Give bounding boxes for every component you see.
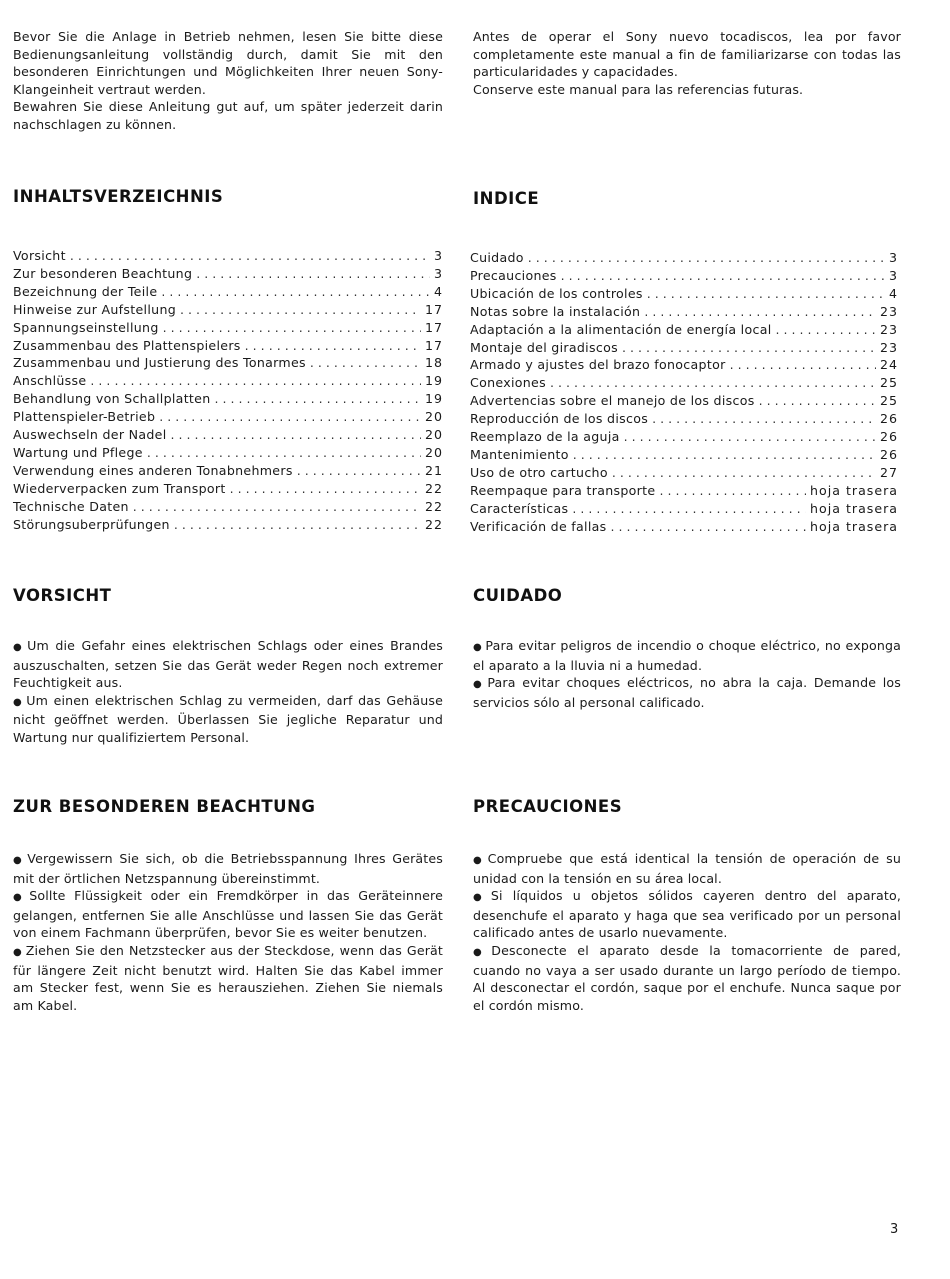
toc-entry-page: 20 (424, 409, 443, 425)
toc-entry (13, 444, 443, 462)
bullet-text: Sollte Flüssigkeit oder ein Fremdkörper in das Geräteinnere gelangen, entfernen Sie alle Anschlüsse und lassen Sie das Gerät von einem Fachmann überprüfen, bevor Sie es weiter benutzen. (13, 888, 443, 941)
bullet-icon: ● (473, 855, 485, 866)
toc-leader-dots (70, 247, 430, 265)
toc-entry (470, 267, 898, 285)
toc-entry (13, 247, 443, 265)
toc-entry-label: Reempaque para transporte (470, 482, 656, 498)
toc-entry (13, 372, 443, 390)
toc-entry (470, 356, 898, 374)
toc-entry (13, 480, 443, 498)
intro-spanish-paragraph: Antes de operar el Sony nuevo tocadiscos, lea por favor completamente este manual a fin de familiarizarse con todas las particularidades y capacidades. (473, 29, 901, 80)
toc-entry-label: Bezeichnung der Teile (13, 283, 158, 299)
precautions-spanish (473, 850, 901, 1014)
toc-entry-page: hoja trasera (810, 518, 898, 534)
bullet-text: Ziehen Sie den Netzstecker aus der Steckdose, wenn das Gerät für längere Zeit nicht benutzt wird. Halten Sie das Kabel immer am Stecker fest, wenn Sie es herausziehen. Ziehen Sie niemals am Kabel. (13, 942, 443, 1013)
toc-entry-label: Störungsuberprüfungen (13, 516, 170, 532)
toc-leader-dots (561, 267, 885, 285)
toc-leader-dots (652, 410, 876, 428)
toc-leader-dots (624, 428, 876, 446)
toc-leader-dots (612, 464, 876, 482)
toc-entry-page: 26 (879, 411, 898, 427)
toc-leader-dots (90, 372, 421, 390)
toc-leader-dots (611, 518, 807, 536)
toc-entry-label: Wartung und Pflege (13, 444, 143, 460)
toc-entry (13, 265, 443, 283)
bullet-item (13, 942, 443, 1014)
toc-leader-dots (550, 374, 876, 392)
toc-entry-label: Vorsicht (13, 248, 66, 263)
toc-entry-label: Verificación de fallas (470, 518, 607, 534)
toc-entry-page: 17 (424, 337, 443, 353)
bullet-text: Para evitar choques eléctricos, no abra la caja. Demande los servicios sólo al personal calificado. (473, 675, 901, 710)
bullet-icon: ● (473, 892, 488, 904)
toc-entry-label: Behandlung von Schallplatten (13, 391, 211, 407)
toc-entry-label: Wiederverpacken zum Transport (13, 480, 226, 496)
toc-entry (13, 319, 443, 337)
toc-leader-dots (133, 498, 421, 516)
intro-german-paragraph: Bevor Sie die Anlage in Betrieb nehmen, lesen Sie bitte diese Bedienungsanleitung vollständig durch, damit Sie mit den besonderen Einrichtungen und Möglichkeiten Ihrer neuen Sony-Klangeinheit vertraut werden. (13, 29, 443, 97)
bullet-item (13, 850, 443, 887)
toc-entry (13, 498, 443, 516)
toc-entry (13, 354, 443, 372)
bullet-item (473, 850, 901, 887)
caution-german (13, 637, 443, 747)
bullet-item (473, 637, 901, 674)
toc-leader-dots (310, 354, 421, 372)
toc-entry-page: 24 (879, 357, 898, 373)
toc-entry (470, 249, 898, 267)
toc-entry-page: hoja trasera (810, 500, 898, 516)
toc-leader-dots (622, 339, 876, 357)
toc-leader-dots (230, 480, 421, 498)
caution-title-german: VORSICHT (13, 586, 112, 605)
toc-entry (470, 374, 898, 392)
toc-entry-label: Montaje del giradiscos (470, 339, 618, 355)
precautions-german (13, 850, 443, 1014)
toc-leader-dots (776, 321, 876, 339)
toc-entry (470, 464, 898, 482)
toc-entry-page: 25 (879, 375, 898, 391)
toc-leader-dots (297, 462, 421, 480)
caution-title-spanish: CUIDADO (473, 586, 563, 605)
toc-entry-page: 3 (433, 265, 443, 281)
toc-entry-label: Hinweise zur Aufstellung (13, 301, 177, 317)
toc-leader-dots (180, 301, 421, 319)
toc-leader-dots (163, 319, 421, 337)
toc-leader-dots (759, 392, 876, 410)
toc-entry (470, 285, 898, 303)
bullet-icon: ● (473, 946, 489, 958)
toc-entry-label: Uso de otro cartucho (470, 464, 608, 480)
toc-entry-label: Zur besonderen Beachtung (13, 265, 193, 281)
precautions-title-spanish: PRECAUCIONES (473, 797, 623, 816)
bullet-text: Um die Gefahr eines elektrischen Schlags oder eines Brandes auszuschalten, setzen Sie das Gerät weder Regen noch extremer Feuchtigkeit aus. (13, 638, 443, 691)
toc-leader-dots (573, 446, 876, 464)
intro-spanish (473, 28, 901, 98)
toc-entry-label: Anschlüsse (13, 373, 87, 389)
toc-entry (13, 301, 443, 319)
bullet-icon: ● (473, 679, 485, 691)
bullet-text: Para evitar peligros de incendio o choque eléctrico, no exponga el aparato a la lluvia ni a humedad. (473, 638, 901, 673)
bullet-text: Um einen elektrischen Schlag zu vermeiden, darf das Gehäuse nicht geöffnet werden. Überlassen Sie jegliche Reparatur und Wartung nur qualifiziertem Personal. (13, 692, 443, 745)
toc-entry-label: Plattenspieler-Betrieb (13, 409, 156, 425)
toc-entry-page: 23 (879, 321, 898, 337)
bullet-icon: ● (13, 696, 24, 708)
toc-spanish (470, 249, 898, 536)
toc-leader-dots (572, 500, 806, 518)
toc-leader-dots (215, 390, 421, 408)
page-number: 3 (890, 1222, 899, 1237)
toc-leader-dots (730, 356, 876, 374)
toc-entry (13, 283, 443, 301)
toc-entry-page: 23 (879, 303, 898, 319)
toc-entry-page: 3 (888, 267, 898, 283)
toc-leader-dots (647, 285, 885, 303)
toc-entry-page: 23 (879, 339, 898, 355)
caution-spanish (473, 637, 901, 711)
toc-entry (470, 500, 898, 518)
toc-leader-dots (174, 516, 421, 534)
toc-entry-label: Auswechseln der Nadel (13, 427, 167, 443)
toc-entry-label: Advertencias sobre el manejo de los discos (470, 393, 755, 409)
toc-entry (470, 339, 898, 357)
toc-entry-label: Armado y ajustes del brazo fonocaptor (470, 357, 726, 373)
bullet-text: Vergewissern Sie sich, ob die Betriebsspannung Ihres Gerätes mit der örtlichen Netzspannung übereinstimmt. (13, 851, 443, 886)
toc-entry-page: 22 (424, 480, 443, 496)
toc-leader-dots (171, 426, 421, 444)
toc-entry-label: Technische Daten (13, 498, 129, 514)
bullet-text: Desconecte el aparato desde la tomacorriente de pared, cuando no vaya a ser usado durante un largo período de tiempo. Al desconectar el cordón, saque por el enchufe. Nunca saque por el cordón mismo. (473, 942, 901, 1013)
intro-german (13, 28, 443, 134)
toc-entry-label: Spannungseinstellung (13, 319, 159, 335)
toc-entry-page: 22 (424, 516, 443, 532)
toc-entry (13, 462, 443, 480)
toc-entry (13, 390, 443, 408)
bullet-icon: ● (13, 855, 25, 866)
toc-entry-page: 22 (424, 498, 443, 514)
bullet-icon: ● (473, 642, 483, 653)
toc-entry-label: Zusammenbau des Plattenspielers (13, 337, 241, 353)
toc-leader-dots (528, 249, 885, 267)
toc-entry-label: Cuidado (470, 250, 524, 265)
toc-leader-dots (245, 337, 421, 355)
toc-leader-dots (196, 265, 430, 283)
toc-entry-page: 26 (879, 446, 898, 462)
toc-title-german: INHALTSVERZEICHNIS (13, 187, 224, 206)
toc-entry-label: Adaptación a la alimentación de energía local (470, 321, 772, 337)
toc-entry (470, 321, 898, 339)
bullet-item (13, 692, 443, 747)
toc-entry-page: 17 (424, 301, 443, 317)
toc-entry-page: 19 (424, 391, 443, 407)
toc-entry (13, 408, 443, 426)
toc-entry (470, 392, 898, 410)
toc-entry (470, 446, 898, 464)
bullet-item (473, 887, 901, 942)
precautions-title-german: ZUR BESONDEREN BEACHTUNG (13, 797, 316, 816)
toc-entry (470, 482, 898, 500)
bullet-icon: ● (13, 642, 25, 653)
toc-entry-label: Características (470, 500, 569, 516)
toc-entry-page: 4 (433, 283, 443, 299)
toc-title-spanish: INDICE (473, 189, 540, 208)
toc-entry (13, 337, 443, 355)
toc-entry-label: Verwendung eines anderen Tonabnehmers (13, 462, 293, 478)
toc-entry-page: 3 (433, 248, 443, 263)
intro-spanish-paragraph: Conserve este manual para las referencias futuras. (473, 81, 804, 97)
bullet-icon: ● (13, 892, 27, 904)
intro-german-paragraph: Bewahren Sie diese Anleitung gut auf, um später jederzeit darin nachschlagen zu können. (13, 99, 443, 132)
toc-entry (470, 410, 898, 428)
toc-entry-page: 4 (888, 285, 898, 301)
toc-entry-page: hoja trasera (810, 482, 898, 498)
toc-leader-dots (644, 303, 876, 321)
toc-entry (470, 303, 898, 321)
toc-entry-label: Mantenimiento (470, 446, 569, 462)
toc-entry-page: 27 (879, 464, 898, 480)
bullet-item (13, 887, 443, 942)
toc-entry-label: Zusammenbau und Justierung des Tonarmes (13, 355, 306, 371)
toc-entry (470, 518, 898, 536)
toc-entry-page: 3 (888, 250, 898, 265)
toc-entry-label: Precauciones (470, 267, 557, 283)
toc-leader-dots (659, 482, 806, 500)
toc-entry-label: Notas sobre la instalación (470, 303, 641, 319)
toc-german (13, 247, 443, 534)
bullet-item (13, 637, 443, 692)
toc-entry-page: 20 (424, 427, 443, 443)
toc-entry (13, 426, 443, 444)
bullet-text: Compruebe que está identical la tensión de operación de su unidad con la tensión en su área local. (473, 851, 901, 886)
toc-entry-label: Reemplazo de la aguja (470, 429, 620, 445)
toc-entry-page: 20 (424, 444, 443, 460)
toc-entry (470, 428, 898, 446)
toc-entry-page: 25 (879, 393, 898, 409)
toc-leader-dots (159, 408, 421, 426)
bullet-item (473, 942, 901, 1014)
toc-leader-dots (161, 283, 430, 301)
toc-entry-page: 26 (879, 429, 898, 445)
toc-entry-page: 19 (424, 373, 443, 389)
toc-entry-label: Reproducción de los discos (470, 411, 649, 427)
toc-entry-label: Ubicación de los controles (470, 285, 643, 301)
toc-entry-page: 17 (424, 319, 443, 335)
toc-entry-page: 18 (424, 355, 443, 371)
bullet-item (473, 674, 901, 711)
toc-leader-dots (147, 444, 421, 462)
bullet-text: Si líquidos u objetos sólidos cayeren dentro del aparato, desenchufe el aparato y haga que sea verificado por un personal calificado antes de usarlo nuevamente. (473, 888, 901, 941)
toc-entry (13, 516, 443, 534)
toc-entry-page: 21 (424, 462, 443, 478)
bullet-icon: ● (13, 946, 23, 958)
toc-entry-label: Conexiones (470, 375, 546, 391)
